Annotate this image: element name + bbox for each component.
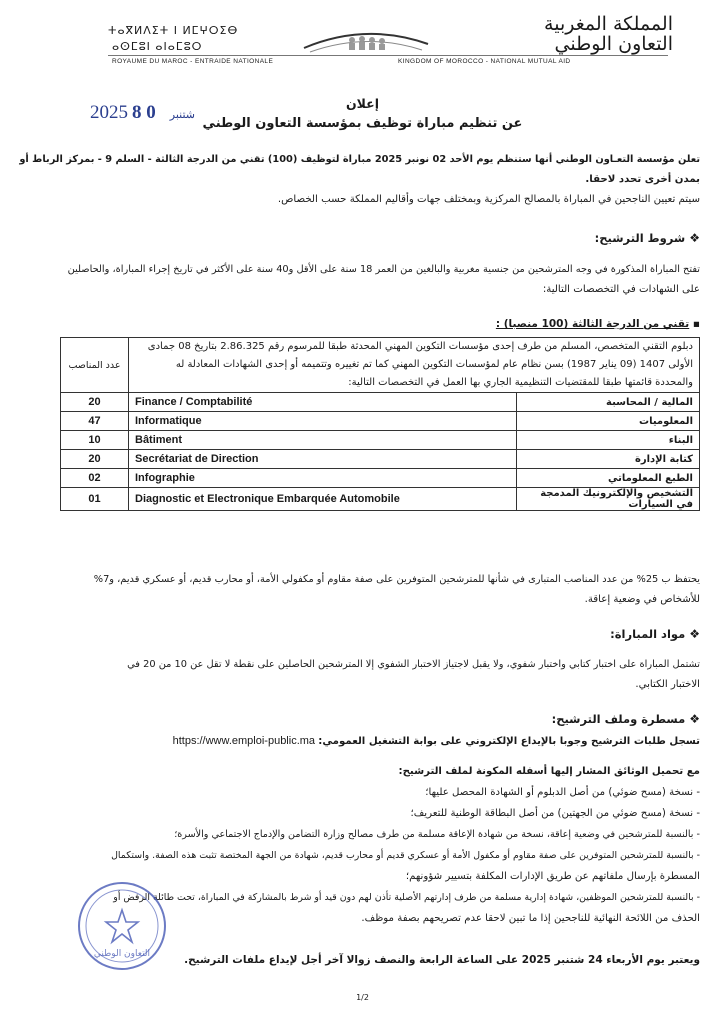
specialty-arabic: البناء [517, 431, 700, 450]
bullet-star-icon: ❖ [689, 231, 700, 245]
posts-table [60, 337, 700, 511]
intro-line1: تعلن مؤسسة التعـاون الوطني أنها ستنظم يوم الأحد 02 نونبر 2025 مباراة لتوظيف (100) تقني من الدرجة الثالثة - السلم 9 - بمركز الرباط أو [19, 154, 700, 165]
date-day: 0 8 [132, 102, 156, 123]
official-seal [76, 880, 168, 972]
arabic-title-line2: التعاون الوطني [554, 33, 673, 55]
grade-subheading [28, 318, 700, 330]
specialty-french: Infographie [129, 469, 517, 488]
table-row [61, 393, 700, 412]
specialty-arabic: الطبع المعلوماتي [517, 469, 700, 488]
tifinagh-title-line1: ⵜⴰⴳⵍⴷⵉⵜ ⵏ ⵍⵎⵖⵔⵉⴱ [108, 24, 239, 37]
procedure-heading [28, 712, 700, 726]
table-row [61, 412, 700, 431]
exam-line2: الاختبار الكتابي. [635, 679, 700, 690]
post-count: 10 [61, 431, 129, 450]
date-month: شتنبر [169, 109, 195, 121]
list-item: - نسخة (مسح ضوئي من الجهتين) من أصل البطاقة الوطنية للتعريف؛ [410, 808, 700, 819]
entraide-nationale-logo [300, 26, 432, 58]
exam-heading [28, 627, 700, 641]
arabic-title [544, 14, 673, 54]
table-row [61, 450, 700, 469]
specialty-french: Informatique [129, 412, 517, 431]
post-count: 01 [61, 488, 129, 511]
portal-line [28, 731, 700, 752]
quota-line1: يحتفظ ب 25% من عدد المناصب المتبارى في شأنها للمترشحين المتوفرين على صفة مقاوم أو مكفولي الأمة، أو محارب قديم، أو عسكري قديم، و7% [93, 574, 700, 585]
conditions-heading-text: شروط الترشيح: [594, 231, 686, 245]
specialty-french: Diagnostic et Electronique Embarquée Automobile [129, 488, 517, 511]
square-bullet-icon: ▪ [689, 318, 700, 330]
table-row [61, 488, 700, 511]
specialty-french: Secrétariat de Direction [129, 450, 517, 469]
announcement-title: إعلان [346, 96, 379, 111]
table-row [61, 431, 700, 450]
specialty-arabic: المالية / المحاسبة [517, 393, 700, 412]
list-item: الحذف من اللائحة النهائية للناجحين إذا ما تبين لاحقا عدم تصريحهم بصفة موظف. [361, 913, 700, 924]
arabic-title-line1: المملكة المغربية [544, 13, 673, 35]
quota-line2: للأشخاص في وضعية إعاقة. [584, 594, 700, 605]
tifinagh-title-line2: ⴰⵙⵎⵓⵏ ⴰⵏⴰⵎⵓⵔ [112, 40, 203, 53]
specialty-arabic: المعلوميات [517, 412, 700, 431]
post-count: 47 [61, 412, 129, 431]
list-item: - بالنسبة للمترشحين المتوفرين على صفة مقاوم أو مكفول الأمة أو عسكري قديم أو محارب قديم، شهادة من الجهة المختصة تثبت هذه الصفة. واستكمال [111, 850, 700, 861]
specialty-arabic: التشخيص والإلكترونيك المدمجة في السيارات [517, 488, 700, 511]
specialty-french: Finance / Comptabilité [129, 393, 517, 412]
seal-text: التعاون الوطني [93, 949, 151, 959]
deadline-notice: ويعتبر يوم الأربعاء 24 شتنبر 2025 على الساعة الرابعة والنصف زوالا آخر أجل لإيداع ملفات الترشيح. [184, 954, 700, 966]
intro-line3: سيتم تعيين الناجحين في المباراة بالمصالح المركزية وبمختلف جهات وأقاليم المملكة حسب الخصاص. [277, 194, 700, 205]
conditions-line2: على الشهادات في التخصصات التالية: [542, 284, 700, 295]
table-row [61, 338, 700, 393]
exam-heading-text: مواد المباراة: [610, 627, 686, 641]
diploma-description: دبلوم التقني المتخصص، المسلم من طرف إحدى مؤسسات التكوين المهني المحدثة طبقا للمرسوم رقم 2.86.325 بتاريخ 08 جمادى الأولى 1407 (09 يناير 1987) بسن نظام عام لمؤسسات التكوين المهني كما تم تغييره وتتميمه أو إحدى الشهادات المعادلة له والمحددة قائمتها طبقا للمقتضيات التنظيمية الجاري بها العمل في التخصصات التالية: [129, 338, 700, 393]
conditions-line1: تفتح المباراة المذكورة في وجه المترشحين من جنسية مغربية والبالغين من العمر 18 سنة على الأقل و40 سنة على الأكثر في تاريخ إجراء المباراة، والحاصلين [67, 264, 700, 275]
announcement-subtitle: عن تنظيم مباراة توظيف بمؤسسة التعاون الوطني [202, 116, 523, 131]
documents-heading: مع تحميل الوثائق المشار إليها أسفله المكونة لملف الترشيح: [398, 766, 700, 777]
intro-paragraph [19, 150, 700, 210]
list-item: - بالنسبة للمترشحين في وضعية إعاقة، نسخة من شهادة الإعاقة مسلمة من طرف مصالح وزارة التضامن والإدماج الاجتماعي والأسرة؛ [174, 829, 700, 840]
conditions-paragraph [28, 260, 700, 300]
specialty-french: Bâtiment [129, 431, 517, 450]
post-count: 02 [61, 469, 129, 488]
grade-subheading-text: تقني من الدرجة الثالثة (100 منصبا) : [495, 318, 690, 330]
list-item: - بالنسبة للمترشحين الموظفين، شهادة إدارية مسلمة من طرف إدارتهم الأصلية تأذن لهم دون قيد أو شرط بالمشاركة في المباراة، تحت طائلة الرفض أو [113, 892, 700, 903]
exam-line1: تشتمل المباراة على اختبار كتابي واختبار شفوي، ولا يقبل لاجتياز الاختبار الشفوي إلا المترشحين الحاصلين على نقطة لا تقل عن 10 من 20 في [127, 659, 700, 670]
procedure-heading-text: مسطرة وملف الترشيح: [551, 712, 686, 726]
portal-text: تسجل طلبات الترشيح وجوبا بالإيداع الإلكتروني على بوابة التشغيل العمومي: [318, 736, 700, 747]
list-item: المسطرة بإرسال ملفاتهم عن طريق الإدارات المكلفة بتسيير شؤونهم؛ [405, 871, 700, 882]
portal-link[interactable]: https://www.emploi-public.ma [172, 735, 316, 747]
bullet-star-icon: ❖ [689, 627, 700, 641]
intro-line2: بمدن أخرى تحدد لاحقا. [585, 174, 700, 185]
table-row [61, 469, 700, 488]
date-year: 2025 [90, 102, 128, 123]
specialty-arabic: كتابة الإدارة [517, 450, 700, 469]
french-caption: ROYAUME DU MAROC - ENTRAIDE NATIONALE [112, 58, 274, 65]
count-header: عدد المناصب [61, 338, 129, 393]
exam-paragraph [28, 655, 700, 695]
conditions-heading [28, 231, 700, 245]
post-count: 20 [61, 393, 129, 412]
page-number: 1/2 [356, 993, 369, 1002]
post-count: 20 [61, 450, 129, 469]
quota-paragraph [28, 570, 700, 610]
bullet-star-icon: ❖ [689, 712, 700, 726]
english-caption: KINGDOM OF MOROCCO - NATIONAL MUTUAL AID [398, 58, 571, 65]
list-item: - نسخة (مسح ضوئي) من أصل الدبلوم أو الشهادة المحصل عليها؛ [425, 787, 700, 798]
